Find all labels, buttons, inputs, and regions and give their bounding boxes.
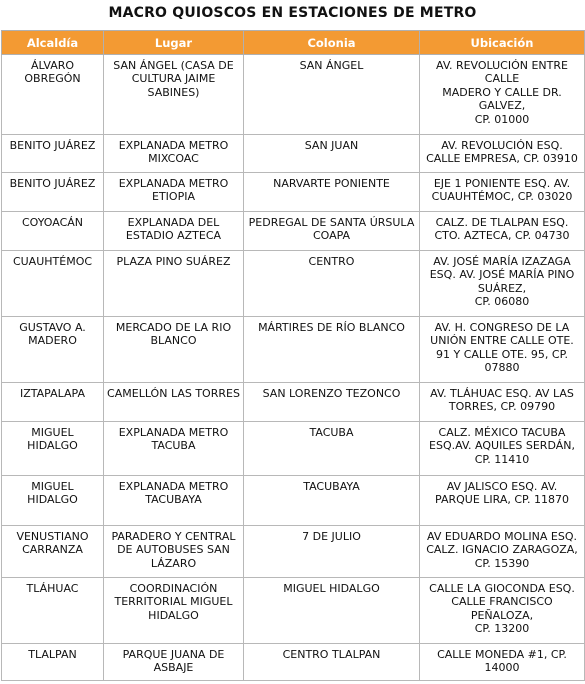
cell-colonia: NARVARTE PONIENTE <box>244 173 420 212</box>
cell-lugar: PARQUE JUANA DE ASBAJE <box>104 644 244 681</box>
cell-colonia: TACUBA <box>244 422 420 476</box>
cell-lugar: EXPLANADA METRO TACUBA <box>104 422 244 476</box>
cell-alcaldia: BENITO JUÁREZ <box>2 135 104 173</box>
cell-colonia: SAN ÁNGEL <box>244 55 420 135</box>
cell-lugar: EXPLANADA METRO TACUBAYA <box>104 476 244 526</box>
table-row <box>2 317 585 383</box>
cell-colonia: SAN JUAN <box>244 135 420 173</box>
table-row <box>2 55 585 135</box>
cell-ubicacion: AV JALISCO ESQ. AV. PARQUE LIRA, CP. 11870 <box>420 476 585 526</box>
column-header-ubicacion: Ubicación <box>420 31 585 55</box>
column-header-lugar: Lugar <box>104 31 244 55</box>
table-header-row <box>2 31 585 55</box>
cell-alcaldia: VENUSTIANO CARRANZA <box>2 526 104 578</box>
table-row <box>2 578 585 644</box>
column-header-colonia: Colonia <box>244 31 420 55</box>
cell-ubicacion: AV. H. CONGRESO DE LA UNIÓN ENTRE CALLE OTE. 91 Y CALLE OTE. 95, CP. 07880 <box>420 317 585 383</box>
table-row <box>2 251 585 317</box>
cell-alcaldia: IZTAPALAPA <box>2 383 104 422</box>
cell-ubicacion: AV. TLÁHUAC ESQ. AV LAS TORRES, CP. 09790 <box>420 383 585 422</box>
cell-ubicacion: AV. JOSÉ MARÍA IZAZAGA ESQ. AV. JOSÉ MARÍA PINO SUÁREZ, CP. 06080 <box>420 251 585 317</box>
table-row <box>2 476 585 526</box>
cell-colonia: 7 DE JULIO <box>244 526 420 578</box>
cell-ubicacion: CALLE MONEDA #1, CP. 14000 <box>420 644 585 681</box>
table-row <box>2 383 585 422</box>
cell-ubicacion: EJE 1 PONIENTE ESQ. AV. CUAUHTÉMOC, CP. 03020 <box>420 173 585 212</box>
kiosk-table <box>1 30 585 681</box>
cell-alcaldia: MIGUEL HIDALGO <box>2 476 104 526</box>
cell-ubicacion: AV. REVOLUCIÓN ESQ. CALLE EMPRESA, CP. 03910 <box>420 135 585 173</box>
cell-ubicacion: CALLE LA GIOCONDA ESQ. CALLE FRANCISCO PEÑALOZA, CP. 13200 <box>420 578 585 644</box>
cell-colonia: SAN LORENZO TEZONCO <box>244 383 420 422</box>
cell-alcaldia: TLÁHUAC <box>2 578 104 644</box>
cell-colonia: TACUBAYA <box>244 476 420 526</box>
table-row <box>2 135 585 173</box>
cell-ubicacion: AV EDUARDO MOLINA ESQ. CALZ. IGNACIO ZARAGOZA, CP. 15390 <box>420 526 585 578</box>
cell-colonia: MIGUEL HIDALGO <box>244 578 420 644</box>
cell-ubicacion: CALZ. MÉXICO TACUBA ESQ.AV. AQUILES SERDÁN, CP. 11410 <box>420 422 585 476</box>
cell-colonia: CENTRO TLALPAN <box>244 644 420 681</box>
cell-alcaldia: BENITO JUÁREZ <box>2 173 104 212</box>
cell-lugar: PARADERO Y CENTRAL DE AUTOBUSES SAN LÁZARO <box>104 526 244 578</box>
cell-ubicacion: CALZ. DE TLALPAN ESQ. CTO. AZTECA, CP. 04730 <box>420 212 585 251</box>
cell-alcaldia: MIGUEL HIDALGO <box>2 422 104 476</box>
cell-lugar: MERCADO DE LA RIO BLANCO <box>104 317 244 383</box>
cell-lugar: SAN ÁNGEL (CASA DE CULTURA JAIME SABINES) <box>104 55 244 135</box>
cell-alcaldia: TLALPAN <box>2 644 104 681</box>
cell-alcaldia: GUSTAVO A. MADERO <box>2 317 104 383</box>
column-header-alcaldia: Alcaldía <box>2 31 104 55</box>
cell-alcaldia: CUAUHTÉMOC <box>2 251 104 317</box>
cell-colonia: PEDREGAL DE SANTA ÚRSULA COAPA <box>244 212 420 251</box>
cell-lugar: EXPLANADA METRO MIXCOAC <box>104 135 244 173</box>
cell-colonia: MÁRTIRES DE RÍO BLANCO <box>244 317 420 383</box>
cell-colonia: CENTRO <box>244 251 420 317</box>
table-row <box>2 422 585 476</box>
cell-lugar: EXPLANADA METRO ETIOPIA <box>104 173 244 212</box>
cell-ubicacion: AV. REVOLUCIÓN ENTRE CALLE MADERO Y CALLE DR. GALVEZ, CP. 01000 <box>420 55 585 135</box>
cell-lugar: CAMELLÓN LAS TORRES <box>104 383 244 422</box>
cell-alcaldia: ÁLVARO OBREGÓN <box>2 55 104 135</box>
cell-lugar: EXPLANADA DEL ESTADIO AZTECA <box>104 212 244 251</box>
page-title: MACRO QUIOSCOS EN ESTACIONES DE METRO <box>108 5 477 21</box>
table-row <box>2 173 585 212</box>
table-row <box>2 526 585 578</box>
table-row <box>2 644 585 681</box>
table-row <box>2 212 585 251</box>
cell-alcaldia: COYOACÁN <box>2 212 104 251</box>
cell-lugar: COORDINACIÓN TERRITORIAL MIGUEL HIDALGO <box>104 578 244 644</box>
cell-lugar: PLAZA PINO SUÁREZ <box>104 251 244 317</box>
